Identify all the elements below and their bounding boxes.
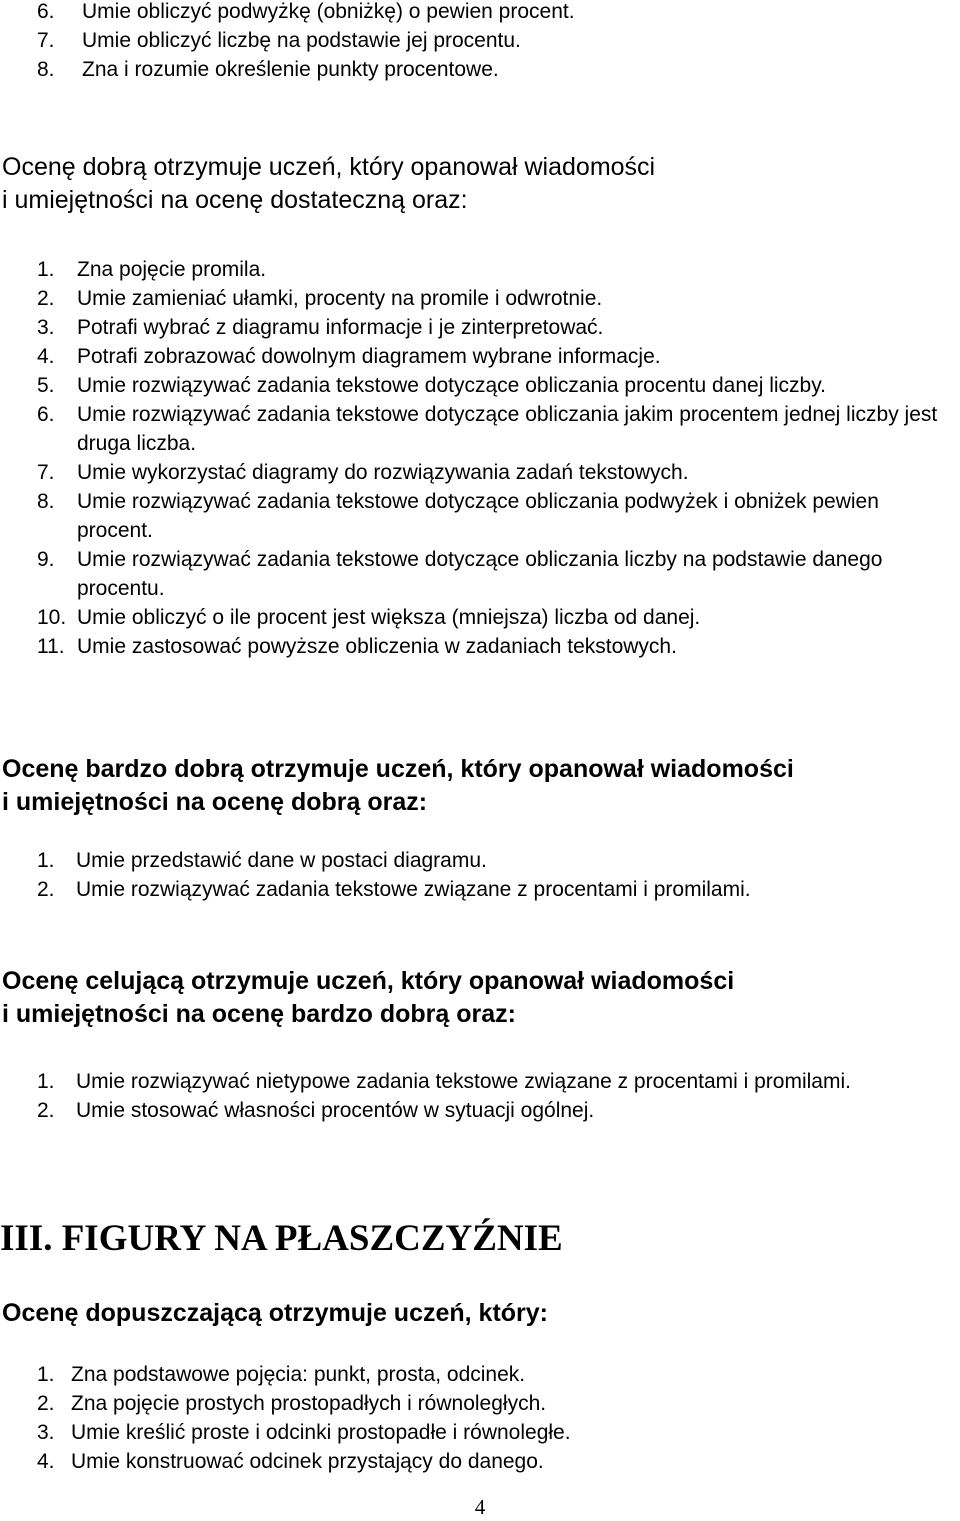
list-item-number: 11.	[37, 635, 65, 658]
list-item-number: 6.	[37, 403, 55, 426]
list-item	[0, 26, 960, 55]
list-item-text: Umie rozwiązywać nietypowe zadania tekstowe związane z procentami i promilami.	[76, 1070, 851, 1093]
page-number: 4	[474, 1495, 486, 1519]
list-item-number: 1.	[37, 1070, 55, 1093]
list-item-text: Zna pojęcie prostych prostopadłych i równoległych.	[71, 1392, 547, 1415]
list-item	[0, 371, 960, 400]
list-item-text: Umie stosować własności procentów w sytuacji ogólnej.	[76, 1099, 595, 1122]
list-item-text: Potrafi zobrazować dowolnym diagramem wybrane informacje.	[77, 345, 661, 368]
list-excellent	[0, 1067, 960, 1125]
list-item-text: Umie rozwiązywać zadania tekstowe dotyczące obliczania procentu danej liczby.	[77, 374, 826, 397]
list-item-number: 7.	[37, 29, 55, 52]
list-item-number: 10.	[37, 606, 67, 629]
list-sufficient	[0, 1360, 960, 1476]
list-item-text: Umie przedstawić dane w postaci diagramu.	[76, 849, 487, 872]
heading-sufficient: Ocenę dopuszczającą otrzymuje uczeń, który:	[2, 1299, 548, 1327]
list-item	[0, 255, 960, 284]
heading-good: Ocenę dobrą otrzymuje uczeń, który opanował wiadomości i umiejętności na ocenę dostateczną oraz:	[2, 153, 656, 214]
list-top	[0, 0, 960, 84]
list-item-text: Umie obliczyć o ile procent jest większa (mniejsza) liczba od danej.	[77, 606, 701, 629]
list-item-text: Umie kreślić proste i odcinki prostopadłe i równoległe.	[71, 1421, 571, 1444]
chapter-title: III. FIGURY NA PŁASZCZYŹNIE	[0, 1218, 563, 1259]
list-item-number: 5.	[37, 374, 55, 397]
section-good	[0, 151, 960, 217]
list-item-number: 4.	[37, 345, 55, 368]
list-item-text: Umie rozwiązywać zadania tekstowe związane z procentami i promilami.	[76, 878, 751, 901]
list-item	[0, 342, 960, 371]
list-item-number: 6.	[37, 0, 55, 23]
section-excellent	[0, 965, 960, 1031]
list-item-number: 1.	[37, 849, 55, 872]
list-item-text: Umie rozwiązywać zadania tekstowe dotyczące obliczania liczby na podstawie danego procentu.	[77, 548, 883, 600]
list-item	[0, 1418, 960, 1447]
list-item	[0, 1447, 960, 1476]
list-item-number: 4.	[37, 1450, 55, 1473]
list-item-number: 1.	[37, 258, 55, 281]
list-item-number: 3.	[37, 316, 55, 339]
list-item	[0, 400, 960, 458]
heading-excellent: Ocenę celującą otrzymuje uczeń, który opanował wiadomości i umiejętności na ocenę bardzo dobrą oraz:	[2, 967, 735, 1028]
list-item	[0, 632, 960, 661]
list-item-number: 8.	[37, 490, 55, 513]
list-item-number: 7.	[37, 461, 55, 484]
list-item	[0, 1389, 960, 1418]
list-item	[0, 1096, 960, 1125]
list-item-text: Zna i rozumie określenie punkty procentowe.	[82, 58, 499, 81]
list-item-text: Zna podstawowe pojęcia: punkt, prosta, odcinek.	[71, 1363, 526, 1386]
list-very-good	[0, 846, 960, 904]
list-item	[0, 545, 960, 603]
heading-very-good: Ocenę bardzo dobrą otrzymuje uczeń, który opanował wiadomości i umiejętności na ocenę dobrą oraz:	[2, 755, 794, 816]
list-item-number: 9.	[37, 548, 55, 571]
list-item-text: Umie obliczyć liczbę na podstawie jej procentu.	[82, 29, 521, 52]
list-item	[0, 487, 960, 545]
list-item	[0, 458, 960, 487]
list-item-number: 8.	[37, 58, 55, 81]
list-item-text: Zna pojęcie promila.	[77, 258, 267, 281]
section-sufficient	[0, 1297, 960, 1330]
list-item-number: 2.	[37, 1099, 55, 1122]
list-item-text: Umie zamieniać ułamki, procenty na promile i odwrotnie.	[77, 287, 603, 310]
section-very-good	[0, 753, 960, 819]
list-item-text: Umie konstruować odcinek przystający do danego.	[71, 1450, 544, 1473]
list-item-text: Umie wykorzystać diagramy do rozwiązywania zadań tekstowych.	[77, 461, 689, 484]
list-item-number: 2.	[37, 287, 55, 310]
list-item-text: Umie obliczyć podwyżkę (obniżkę) o pewien procent.	[82, 0, 575, 23]
list-item-number: 2.	[37, 878, 55, 901]
list-item-number: 3.	[37, 1421, 55, 1444]
chapter-block	[0, 1218, 960, 1260]
list-item	[0, 0, 960, 26]
list-item	[0, 313, 960, 342]
list-item	[0, 1067, 960, 1096]
list-item-number: 2.	[37, 1392, 55, 1415]
list-item	[0, 55, 960, 84]
list-item-text: Umie rozwiązywać zadania tekstowe dotyczące obliczania jakim procentem jednej liczby jest druga liczba.	[77, 403, 938, 455]
list-item-text: Potrafi wybrać z diagramu informacje i je zinterpretować.	[77, 316, 604, 339]
list-item-text: Umie zastosować powyższe obliczenia w zadaniach tekstowych.	[77, 635, 677, 658]
list-item	[0, 603, 960, 632]
list-item	[0, 1360, 960, 1389]
list-item-text: Umie rozwiązywać zadania tekstowe dotyczące obliczania podwyżek i obniżek pewien procent.	[77, 490, 879, 542]
list-good	[0, 255, 960, 661]
list-item	[0, 846, 960, 875]
list-item	[0, 284, 960, 313]
list-item-number: 1.	[37, 1363, 55, 1386]
list-item	[0, 875, 960, 904]
